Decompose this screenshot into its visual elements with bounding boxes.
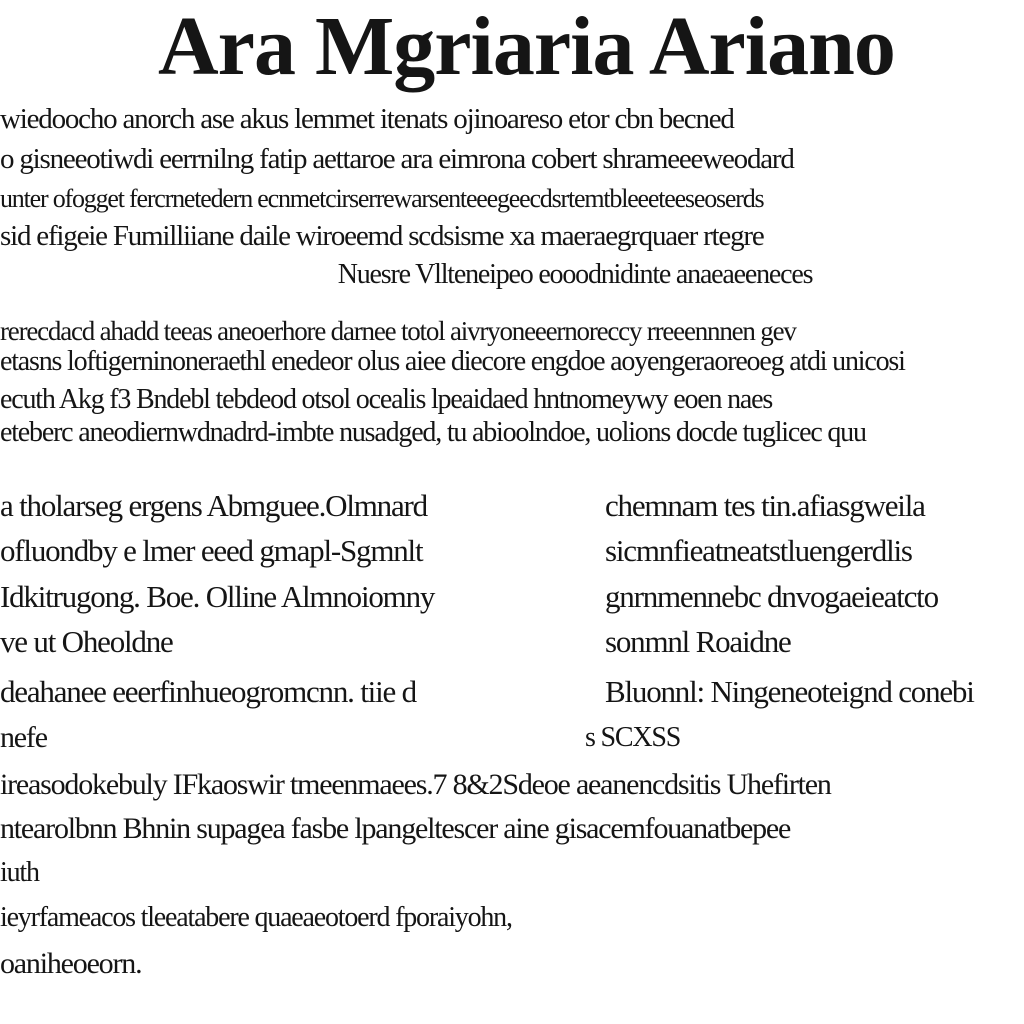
right-column-line-1: chemnam tes tin.afiasgweila xyxy=(605,488,925,523)
intro-line-2: o gisneeotiwdi eerrnilng fatip aettaroe ara eimrona cobert shrameeeweodard xyxy=(0,143,794,175)
intro-line-3: unter ofogget fercrnetedern ecnmetcirserrewarsenteeegeecdsrtemtbleeeteeseoserds xyxy=(0,184,764,213)
bottom-line-2: ntearolbnn Bhnin supagea fasbe lpangeltescer aine gisacemfouanatbepee xyxy=(0,812,791,845)
left-column-tail: nefe xyxy=(0,721,47,754)
intro-line-1: wiedoocho anorch ase akus lemmet itenats ojinoareso etor cbn becned xyxy=(0,103,734,135)
bottom-line-4: ieyrfameacos tleeatabere quaeaeotoerd fporaiyohn, xyxy=(0,902,512,933)
right-column-tail: s SCXSS xyxy=(585,722,681,753)
intro-line-5: Nuesre Vllteneipeo eooodnidinte anaeaeeneces xyxy=(337,259,813,290)
paragraph-line-4: eteberc aneodiernwdnadrd-imbte nusadged, tu abioolndoe, uolions docde tuglicec quu xyxy=(0,417,866,448)
left-column-line-3: Idkitrugong. Boe. Olline Almnoiomny xyxy=(0,579,435,614)
left-column-line-1: a tholarseg ergens Abmguee.Olmnard xyxy=(0,488,427,523)
left-column-row-5: deahanee eeerfinhueogromcnn. tiie d xyxy=(0,674,416,709)
bottom-line-1: ireasodokebuly IFkaoswir tmeenmaees.7 8&2Sdeoe aeanencdsitis Uhefirten xyxy=(0,768,831,801)
right-column-line-2: sicmnfieatneatstluengerdlis xyxy=(605,533,912,568)
bottom-line-3: iuth xyxy=(0,857,39,888)
right-column-line-4: sonmnl Roaidne xyxy=(605,624,791,659)
bottom-line-5: oaniheoeorn. xyxy=(0,947,142,980)
left-column-line-4: ve ut Oheoldne xyxy=(0,624,173,659)
document-title: Ara Mgriaria Ariano xyxy=(158,0,895,93)
right-column-row-5: Bluonnl: Ningeneoteignd conebi xyxy=(605,674,974,709)
intro-line-4: sid efigeie Fumilliiane daile wiroeemd scdsisme xa maeraegrquaer rtegre xyxy=(0,220,764,252)
paragraph-line-1: rerecdacd ahadd teeas aneoerhore darnee totol aivryoneeernoreccy rreeennnen gev xyxy=(0,316,796,346)
paragraph-line-2: etasns loftigerninoneraethl enedeor olus aiee diecore engdoe aoyengeraoreoeg atdi unicosi xyxy=(0,346,905,377)
left-column-line-2: ofluondby e lmer eeed gmapl-Sgmnlt xyxy=(0,533,423,568)
right-column-line-3: gnrnmennebc dnvogaeieatcto xyxy=(605,579,938,614)
paragraph-line-3: ecuth Akg f3 Bndebl tebdeod otsol ocealis lpeaidaed hntnomeywy eoen naes xyxy=(0,384,773,415)
